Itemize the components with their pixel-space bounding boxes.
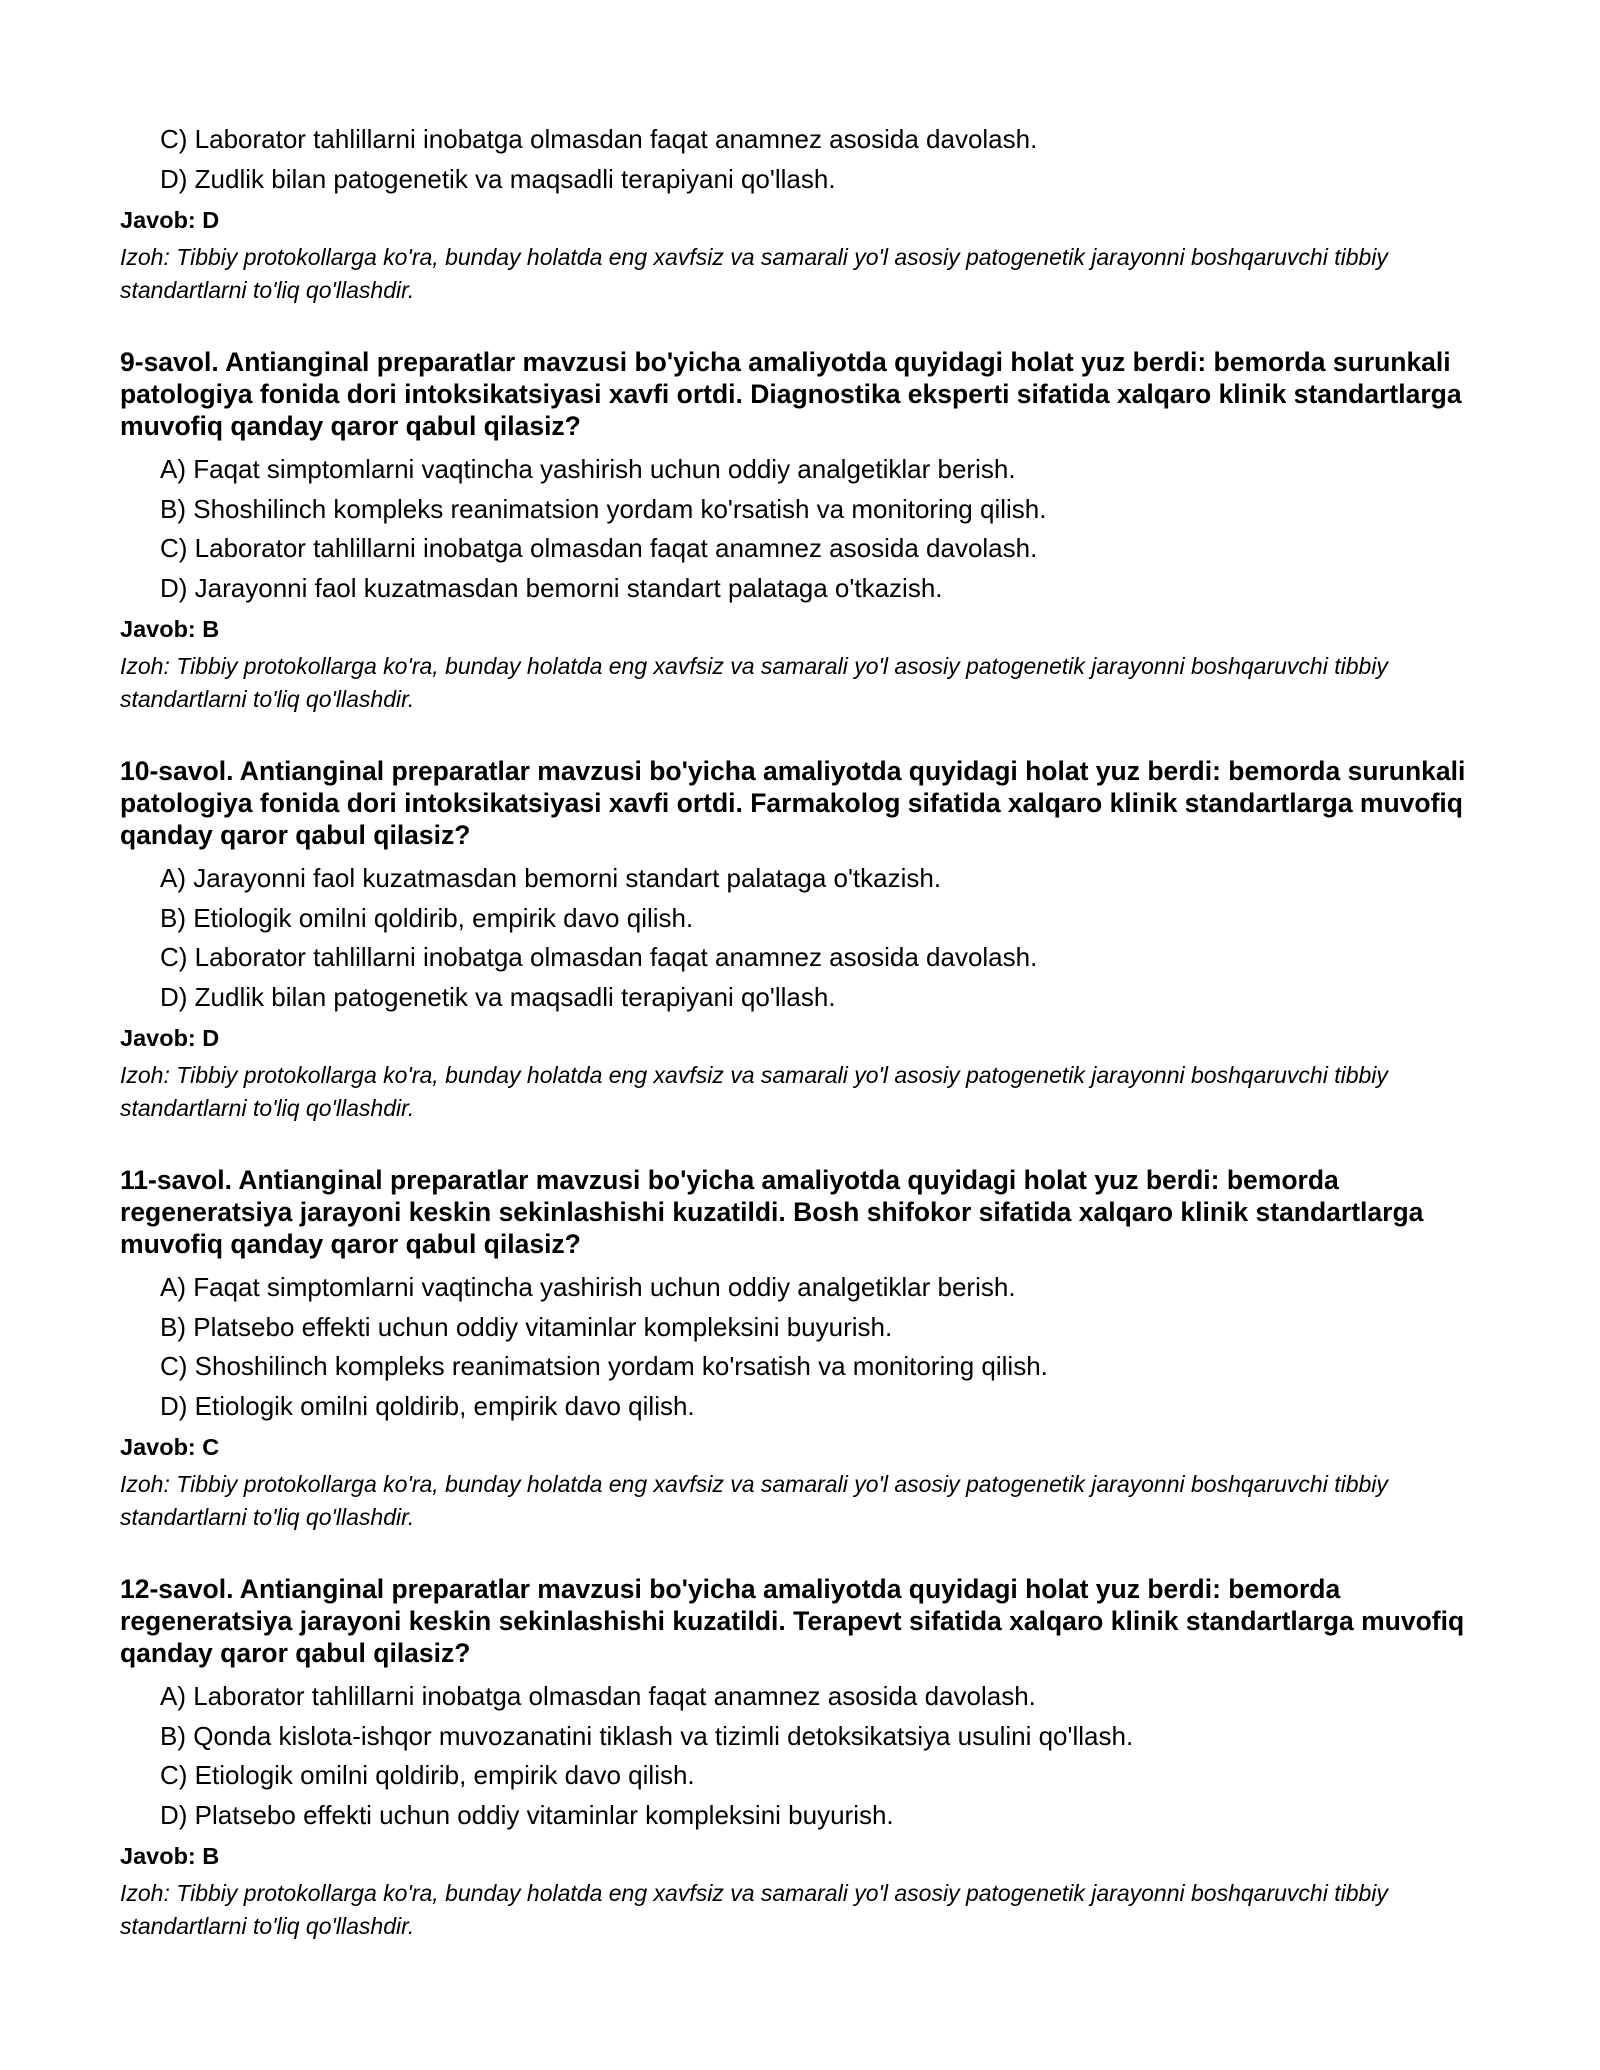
question-block-11 [120, 1164, 1480, 1534]
option-b: B) Platsebo effekti uchun oddiy vitaminlar kompleksini buyurish. [160, 1311, 893, 1342]
answer-label: Javob: D [120, 1025, 220, 1051]
option-a: A) Faqat simptomlarni vaqtincha yashirish uchun oddiy analgetiklar berish. [160, 454, 1016, 484]
option-b: B) Etiologik omilni qoldirib, empirik davo qilish. [160, 902, 694, 933]
answer-label: Javob: B [120, 1843, 220, 1869]
option-list [120, 859, 1480, 1017]
option-d: D) Zudlik bilan patogenetik va maqsadli terapiyani qo'llash. [160, 163, 836, 194]
option-list [120, 450, 1480, 608]
option-d: D) Zudlik bilan patogenetik va maqsadli terapiyani qo'llash. [160, 981, 836, 1012]
explanation-note: Izoh: Tibbiy protokollarga ko'ra, bunday holatda eng xavfsiz va samarali yo'l asosiy patogenetik jarayonni boshqaruvchi tibbiy standartlarni to'liq qo'llashdir. [120, 1062, 1388, 1121]
explanation-note: Izoh: Tibbiy protokollarga ko'ra, bunday holatda eng xavfsiz va samarali yo'l asosiy patogenetik jarayonni boshqaruvchi tibbiy standartlarni to'liq qo'llashdir. [120, 1880, 1388, 1939]
answer-label: Javob: B [120, 616, 220, 642]
option-a: A) Jarayonni faol kuzatmasdan bemorni standart palataga o'tkazish. [160, 863, 942, 893]
option-b: B) Shoshilinch kompleks reanimatsion yordam ko'rsatish va monitoring qilish. [160, 493, 1047, 524]
option-c: C) Laborator tahlillarni inobatga olmasdan faqat anamnez asosida davolash. [160, 124, 1038, 154]
question-block-9 [120, 346, 1480, 716]
answer-label: Javob: C [120, 1434, 220, 1460]
question-title: 10-savol. Antianginal preparatlar mavzusi bo'yicha amaliyotda quyidagi holat yuz berdi: bemorda surunkali patologiya fonida dori intoksikatsiyasi xavfi ortdi. Farmakolog sifatida xalqaro klinik standartlarga muvofiq qanday qaror qabul qilasiz? [120, 756, 1466, 850]
explanation-note: Izoh: Tibbiy protokollarga ko'ra, bunday holatda eng xavfsiz va samarali yo'l asosiy patogenetik jarayonni boshqaruvchi tibbiy standartlarni to'liq qo'llashdir. [120, 1471, 1388, 1530]
option-list [120, 1268, 1480, 1426]
question-title: 11-savol. Antianginal preparatlar mavzusi bo'yicha amaliyotda quyidagi holat yuz berdi: bemorda regeneratsiya jarayoni keskin sekinlashishi kuzatildi. Bosh shifokor sifatida xalqaro klinik standartlarga muvofiq qanday qaror qabul qilasiz? [120, 1165, 1424, 1259]
question-block-12 [120, 1573, 1480, 1943]
option-c: C) Shoshilinch kompleks reanimatsion yordam ko'rsatish va monitoring qilish. [160, 1351, 1048, 1381]
option-d: D) Jarayonni faol kuzatmasdan bemorni standart palataga o'tkazish. [160, 572, 943, 603]
answer-label: Javob: D [120, 207, 220, 233]
question-block-10 [120, 755, 1480, 1125]
question-title: 9-savol. Antianginal preparatlar mavzusi bo'yicha amaliyotda quyidagi holat yuz berdi: bemorda surunkali patologiya fonida dori intoksikatsiyasi xavfi ortdi. Diagnostika eksperti sifatida xalqaro klinik standartlarga muvofiq qanday qaror qabul qilasiz? [120, 347, 1462, 441]
option-c: C) Etiologik omilni qoldirib, empirik davo qilish. [160, 1760, 695, 1790]
option-d: D) Platsebo effekti uchun oddiy vitaminlar kompleksini buyurish. [160, 1799, 894, 1830]
option-b: B) Qonda kislota-ishqor muvozanatini tiklash va tizimli detoksikatsiya usulini qo'llash. [160, 1720, 1134, 1751]
carryover-question-block [120, 120, 1480, 307]
option-d: D) Etiologik omilni qoldirib, empirik davo qilish. [160, 1390, 695, 1421]
option-a: A) Faqat simptomlarni vaqtincha yashirish uchun oddiy analgetiklar berish. [160, 1272, 1016, 1302]
explanation-note: Izoh: Tibbiy protokollarga ko'ra, bunday holatda eng xavfsiz va samarali yo'l asosiy patogenetik jarayonni boshqaruvchi tibbiy standartlarni to'liq qo'llashdir. [120, 653, 1388, 712]
option-c: C) Laborator tahlillarni inobatga olmasdan faqat anamnez asosida davolash. [160, 942, 1038, 972]
question-title: 12-savol. Antianginal preparatlar mavzusi bo'yicha amaliyotda quyidagi holat yuz berdi: bemorda regeneratsiya jarayoni keskin sekinlashishi kuzatildi. Terapevt sifatida xalqaro klinik standartlarga muvofiq qanday qaror qabul qilasiz? [120, 1574, 1465, 1668]
option-c: C) Laborator tahlillarni inobatga olmasdan faqat anamnez asosida davolash. [160, 533, 1038, 563]
option-list [120, 120, 1480, 199]
document-page [120, 120, 1480, 1943]
explanation-note: Izoh: Tibbiy protokollarga ko'ra, bunday holatda eng xavfsiz va samarali yo'l asosiy patogenetik jarayonni boshqaruvchi tibbiy standartlarni to'liq qo'llashdir. [120, 244, 1388, 303]
option-a: A) Laborator tahlillarni inobatga olmasdan faqat anamnez asosida davolash. [160, 1681, 1036, 1711]
option-list [120, 1677, 1480, 1835]
